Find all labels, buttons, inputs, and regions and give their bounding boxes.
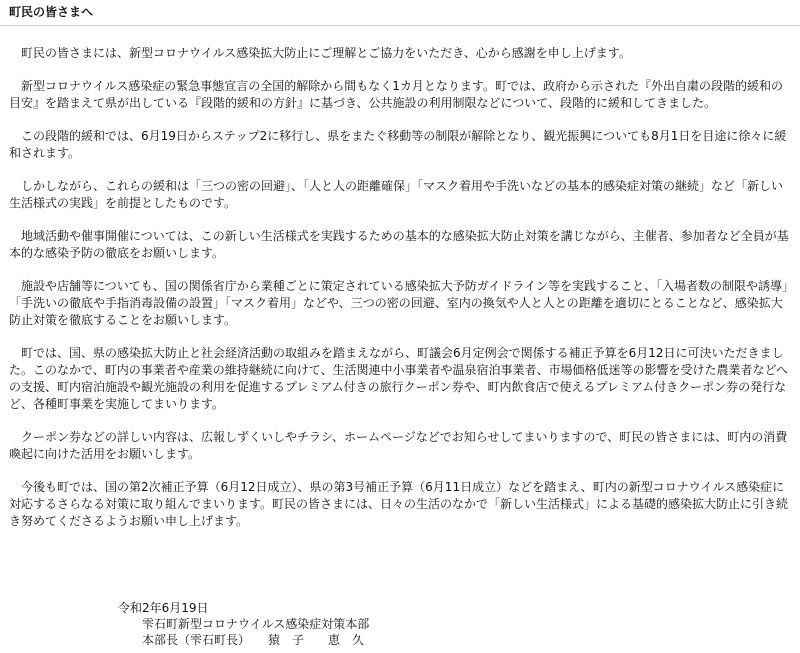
paragraph-gratitude: 町民の皆さまには、新型コロナウイルス感染拡大防止にご理解とご協力をいただき、心から感謝を申し上げます。 <box>21 46 631 60</box>
paragraph-new-lifestyle: しかしながら、これらの緩和は「三つの密の回避」、「人と人の距離確保」「マスク着用や手洗いなどの基本的感染症対策の継続」など「新しい生活様式の実践」を前提としたものです。 <box>9 179 784 210</box>
paragraph-future-measures: 今後も町では、国の第2次補正予算（6月12日成立）、県の第3号補正予算（6月11日成立）などを踏まえ、町内の新型コロナウイルス感染症に対応するさらなる対策に取り組んでまいります。町民の皆さまには、日々の生活のなかで「新しい生活様式」による基礎的感染拡大防止に引き続き努めてくださるようお願い申し上げます。 <box>9 480 789 528</box>
signature-block <box>118 600 369 648</box>
paragraph-step-two: この段階的緩和では、6月19日からステップ2に移行し、県をまたぐ移動等の制限が解除となり、観光振興についても8月1日を目途に徐々に緩和されます。 <box>9 129 787 160</box>
page-title: 町民の皆さまへ <box>9 5 94 19</box>
paragraph-town-measures: 町では、国、県の感染拡大防止と社会経済活動の取組みを踏まえながら、町議会6月定例会で関係する補正予算を6月12日に可決いただきました。このなかで、町内の事業者や産業の維持継続に向けて、生活関連中小事業者や温泉宿泊事業者、市場価格低迷等の影響を受けた農業者などへの支援、町内宿泊施設や観光施設の利用を促進するプレミアム付きの旅行クーポン券や、町内飲食店で使えるプレミアム付きクーポン券の発行など、各種町事業を実施してまいります。 <box>9 346 789 411</box>
paragraph-community-events: 地域活動や催事開催については、この新しい生活様式を実践するための基本的な感染拡大防止対策を講じながら、主催者、参加者など全員が基本的な感染予防の徹底をお願いします。 <box>9 229 789 260</box>
paragraph-phased-relaxation: 新型コロナウイルス感染症の緊急事態宣言の全国的解除から間もなく1カ月となります。町では、政府から示された『外出自粛の段階的緩和の目安』を踏まえて県が出している『段階的緩和の方針』に基づき、公共施設の利用制限などについて、段階的に緩和してきました。 <box>9 79 783 110</box>
header-divider <box>0 25 800 26</box>
paragraph-facilities-stores: 施設や店舗等についても、国の関係省庁から業種ごとに策定されている感染拡大予防ガイドライン等を実践すること、「入場者数の制限や誘導」「手洗いの徹底や手指消毒設備の設置」「マスク着用」などや、三つの密の回避、室内の換気や人と人との距離を適切にとることなど、感染拡大防止対策を徹底することをお願いします。 <box>9 279 789 327</box>
letter-body <box>9 45 790 546</box>
signature-signer: 本部長（雫石町長） 猿 子 恵 久 <box>142 633 365 647</box>
paragraph-coupons: クーポン券などの詳しい内容は、広報しずくいしやチラシ、ホームページなどでお知らせしてまいりますので、町民の皆さまには、町内の消費喚起に向けた活用をお願いします。 <box>9 430 788 461</box>
signature-organization: 雫石町新型コロナウイルス感染症対策本部 <box>142 617 370 631</box>
signature-date: 令和2年6月19日 <box>118 601 209 615</box>
